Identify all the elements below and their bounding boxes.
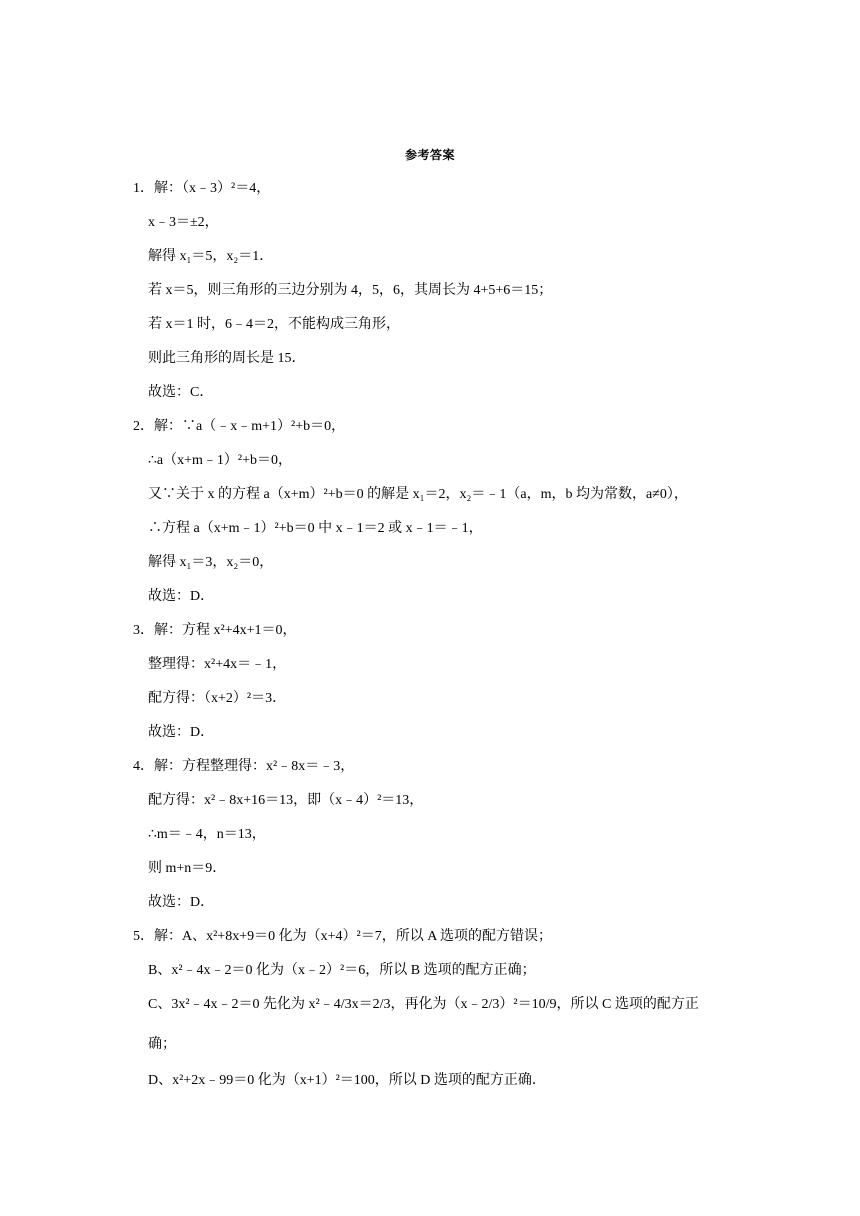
q4-line-4: 则 m+n＝9． xyxy=(148,861,227,876)
q4-line-3: ∴m＝﹣4，n＝13， xyxy=(148,827,266,842)
q2-line-2: ∴a（x+m﹣1）²+b＝0， xyxy=(148,453,292,468)
q2-line-4: ∴方程 a（x+m﹣1）²+b＝0 中 x﹣1＝2 或 x﹣1＝﹣1， xyxy=(148,521,483,536)
q5-line-3: C、3x²﹣4x﹣2＝0 先化为 x²﹣4/3x＝2/3，再化为（x﹣2/3）²＝10/9，所以 C 选项的配方正 xyxy=(148,997,699,1012)
q5-line-4: 确； xyxy=(148,1037,176,1052)
q4-line-1: 4．解：方程整理得：x²﹣8x＝﹣3， xyxy=(133,759,355,774)
q1-line-3: 解得 x₁＝5，x₂＝1． xyxy=(148,249,274,264)
q3-line-1: 3．解：方程 x²+4x+1＝0， xyxy=(133,623,297,638)
q1-line-1: 1．解：（x﹣3）²＝4， xyxy=(133,181,271,196)
q2-line-5: 解得 x₁＝3，x₂＝0， xyxy=(148,555,274,570)
q3-line-3: 配方得：（x+2）²＝3． xyxy=(148,691,287,706)
q1-line-4: 若 x＝5，则三角形的三边分别为 4，5，6，其周长为 4+5+6＝15； xyxy=(148,283,553,298)
q4-line-5: 故选：D． xyxy=(148,895,215,910)
q3-line-4: 故选：D． xyxy=(148,725,215,740)
q5-line-5: D、x²+2x﹣99＝0 化为（x+1）²＝100，所以 D 选项的配方正确． xyxy=(148,1073,546,1088)
q1-line-2: x﹣3＝±2， xyxy=(148,215,219,230)
q5-line-1: 5．解：A、x²+8x+9＝0 化为（x+4）²＝7，所以 A 选项的配方错误； xyxy=(133,929,553,944)
q2-line-1: 2．解：∵a（﹣x﹣m+1）²+b＝0， xyxy=(133,419,346,434)
q2-line-3: 又∵关于 x 的方程 a（x+m）²+b＝0 的解是 x₁＝2，x₂＝﹣1（a，m，b 均为常数，a≠0）， xyxy=(148,487,688,502)
page-title: 参考答案 xyxy=(404,148,455,162)
q5-line-2: B、x²﹣4x﹣2＝0 化为（x﹣2）²＝6，所以 B 选项的配方正确； xyxy=(148,963,536,978)
q3-line-2: 整理得：x²+4x＝﹣1， xyxy=(148,657,287,672)
q2-line-6: 故选：D． xyxy=(148,589,215,604)
q1-line-5: 若 x＝1 时，6﹣4＝2，不能构成三角形， xyxy=(148,317,400,332)
q4-line-2: 配方得：x²﹣8x+16＝13，即（x﹣4）²＝13， xyxy=(148,793,424,808)
q1-line-7: 故选：C． xyxy=(148,385,214,400)
q1-line-6: 则此三角形的周长是 15． xyxy=(148,351,306,366)
